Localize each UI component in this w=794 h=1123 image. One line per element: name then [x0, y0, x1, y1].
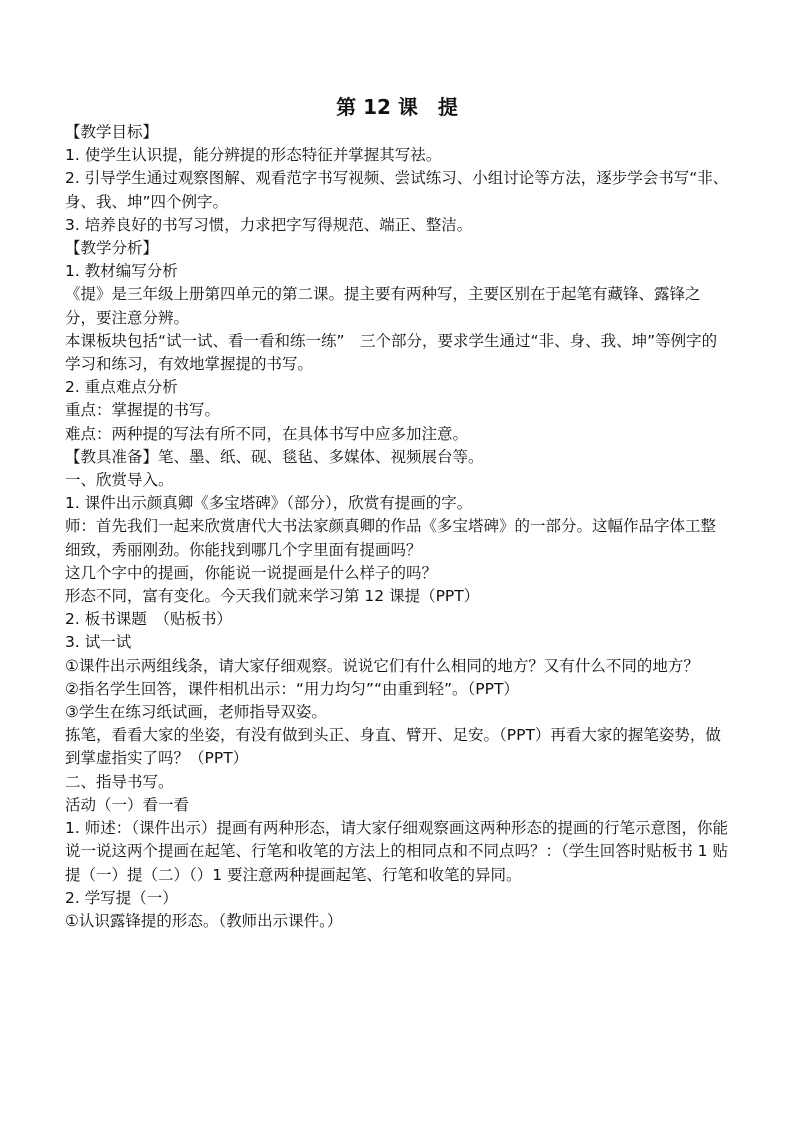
section-heading-goals: 【教学目标】: [65, 123, 159, 141]
body-paragraph: 师：首先我们一起来欣赏唐代大书法家颜真卿的作品《多宝塔碑》的一部分。这幅作品字体工整细致，秀丽刚劲。你能找到哪几个字里面有提画吗？: [65, 517, 717, 559]
lesson-title: 第 12 课 提: [336, 95, 458, 119]
body-paragraph: 《提》是三年级上册第四单元的第二课。提主要有两种写，主要区别在于起笔有藏锋、露锋之分，要注意分辨。: [65, 285, 701, 327]
body-paragraph: 本课板块包括“试一试、看一看和练一练” 三个部分，要求学生通过“非、身、我、坤”等例字的学习和练习，有效地掌握提的书写。: [65, 331, 718, 374]
subheading: 2. 重点难点分析: [65, 378, 178, 397]
body-paragraph: ②指名学生回答，课件相机出示：“用力均匀”“由重到轻”。（PPT）: [65, 679, 519, 698]
section-heading-writing: 二、指导书写。: [65, 772, 174, 791]
goal-item: 1. 使学生认识提，能分辨提的形态特征并掌握其写祛。: [65, 146, 442, 165]
subheading: 活动（一）看一看: [65, 795, 190, 814]
body-paragraph: 难点：两种提的写法有所不同，在具体书写中应多加注意。: [65, 424, 469, 443]
body-paragraph: ①课件出示两组线条，请大家仔细观察。说说它们有什么相同的地方？又有什么不同的地方？: [65, 656, 699, 675]
body-paragraph: ①认识露锋提的形态。（教师出示课件。）: [65, 911, 343, 930]
section-heading-analysis: 【教学分析】: [65, 239, 159, 258]
section-heading-intro: 一、欣赏导入。: [65, 471, 174, 490]
goal-item: 3. 培养良好的书写习惯，力求把字写得规范、端正、整洁。: [65, 215, 473, 234]
subheading: 3. 试一试: [65, 633, 132, 652]
body-paragraph: 这几个字中的提画，你能说一说提画是什么样子的吗？: [65, 563, 438, 582]
body-paragraph: 重点：掌握提的书写。: [65, 401, 221, 420]
subheading: 2. 板书课题 （贴板书）: [65, 610, 232, 629]
body-paragraph: 拣笔，看看大家的坐姿，有没有做到头正、身直、臂开、足安。（PPT）再看大家的握笔姿势，做到掌虚指实了吗？（PPT）: [65, 726, 721, 768]
body-paragraph: ③学生在练习纸试画，老师指导双姿。: [65, 703, 327, 722]
subheading: 1. 教材编写分析: [65, 262, 178, 281]
lesson-content: [65, 121, 731, 933]
subheading: 2. 学写提（一）: [65, 888, 178, 907]
goal-item: 2. 引导学生通过观察图解、观看范字书写视频、尝试练习、小组讨论等方法，逐步学会书写“非、身、我、坤”四个例字。: [65, 169, 729, 211]
body-paragraph: 形态不同，富有变化。今天我们就来学习第 12 课提（PPT）: [65, 587, 480, 606]
section-heading-materials: 【教具准备】笔、墨、纸、砚、毯毡、多媒体、视频展台等。: [65, 447, 484, 466]
body-paragraph: 1. 师述：（课件出示）提画有两种形态，请大家仔细观察画这两种形态的提画的行笔示意图，你能说一说这两个提画在起笔、行笔和收笔的方法上的相同点和不同点吗？：（学生回答时贴板书 1 贴提（一）提（二）（）1 要注意两种提画起笔、行笔和收笔的异同。: [65, 819, 728, 884]
body-paragraph: 1. 课件出示颜真卿《多宝塔碑》（部分），欣赏有提画的字。: [65, 494, 473, 513]
